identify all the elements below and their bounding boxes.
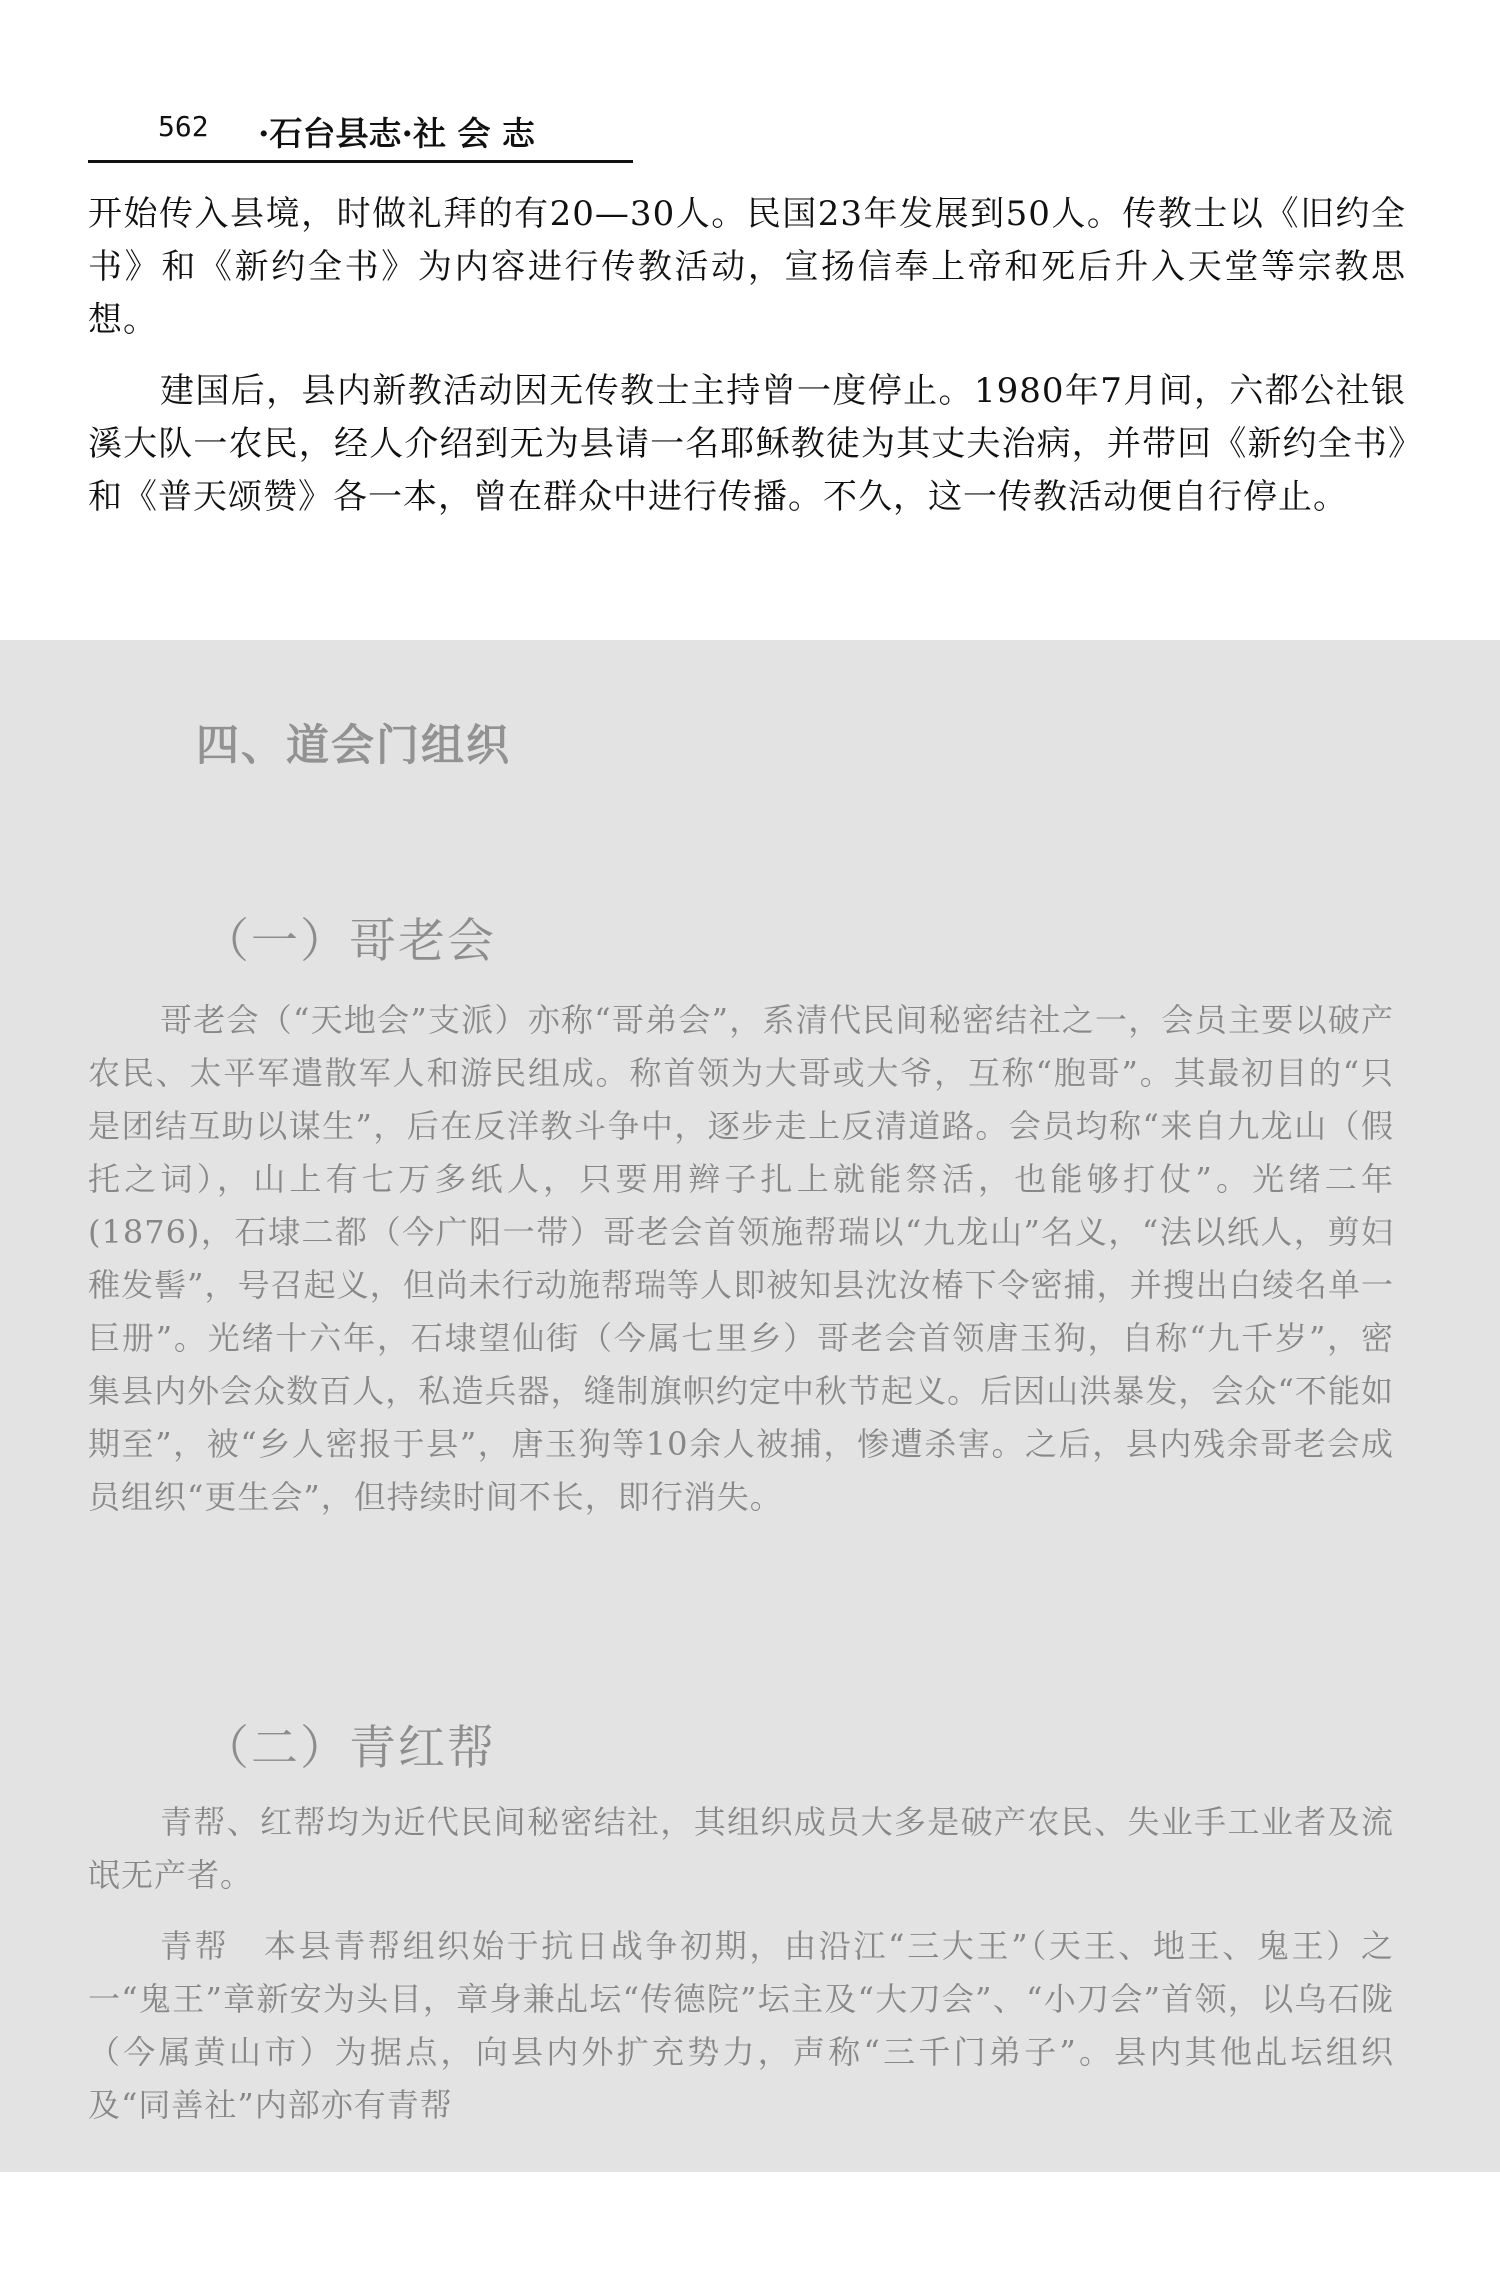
subsection-title-qinghongbang: （二）青红帮 bbox=[202, 1721, 496, 1776]
page-header bbox=[88, 108, 633, 164]
page-number: 562 bbox=[158, 110, 209, 143]
bottom-white-band bbox=[0, 2172, 1500, 2277]
gelaohui-paragraph: 哥老会（“天地会”支派）亦称“哥弟会”，系清代民间秘密结社之一，会员主要以破产农民、太平军遣散军人和游民组成。称首领为大哥或大爷，互称“胞哥”。其最初目的“只是团结互助以谋生”，后在反洋教斗争中，逐步走上反清道路。会员均称“来自九龙山（假托之词），山上有七万多纸人，只要用辫子扎上就能祭活，也能够打仗”。光绪二年(1876)，石埭二都（今广阳一带）哥老会首领施帮瑞以“九龙山”名义，“法以纸人，剪妇稚发髻”，号召起义，但尚未行动施帮瑞等人即被知县沈汝椿下令密捕，并搜出白绫名单一巨册”。光绪十六年，石埭望仙街（今属七里乡）哥老会首领唐玉狗，自称“九千岁”，密集县内外会众数百人，私造兵器，缝制旗帜约定中秋节起义。后因山洪暴发，会众“不能如期至”，被“乡人密报于县”，唐玉狗等10余人被捕，惨遭杀害。之后，县内残余哥老会成员组织“更生会”，但持续时间不长，即行消失。 bbox=[88, 1001, 1394, 1516]
header-rule bbox=[88, 160, 633, 163]
top-paragraph-1: 开始传入县境，时做礼拜的有20—30人。民国23年发展到50人。传教士以《旧约全书》和《新约全书》为内容进行传教活动，宣扬信奉上帝和死后升入天堂等宗教思想。 bbox=[88, 194, 1406, 340]
book-title: ·石台县志·社 会 志 bbox=[258, 114, 535, 153]
top-paragraph-2: 建国后，县内新教活动因无传教士主持曾一度停止。1980年7月间，六都公社银溪大队一农民，经人介绍到无为县请一名耶稣教徒为其丈夫治病，并带回《新约全书》和《普天颂赞》各一本，曾在群众中进行传播。不久，这一传教活动便自行停止。 bbox=[88, 371, 1406, 517]
top-body-text bbox=[88, 188, 1406, 524]
qinghongbang-paragraph-2: 青帮 本县青帮组织始于抗日战争初期，由沿江“三大王”（天王、地王、鬼王）之一“鬼王”章新安为头目，章身兼乩坛“传德院”坛主及“大刀会”、“小刀会”首领，以乌石陇（今属黄山市）为据点，向县内外扩充势力，声称“三千门弟子”。县内其他乩坛组织及“同善社”内部亦有青帮 bbox=[88, 1927, 1394, 2124]
qinghongbang-paragraph-block-1 bbox=[88, 1796, 1394, 1902]
subsection-title-gelaohui: （一）哥老会 bbox=[202, 914, 496, 969]
qinghongbang-paragraph-block-2 bbox=[88, 1920, 1394, 2132]
gelaohui-paragraph-block bbox=[88, 994, 1394, 1524]
qinghongbang-paragraph-1: 青帮、红帮均为近代民间秘密结社，其组织成员大多是破产农民、失业手工业者及流氓无产者。 bbox=[88, 1803, 1394, 1894]
section-title: 四、道会门组织 bbox=[196, 721, 511, 771]
